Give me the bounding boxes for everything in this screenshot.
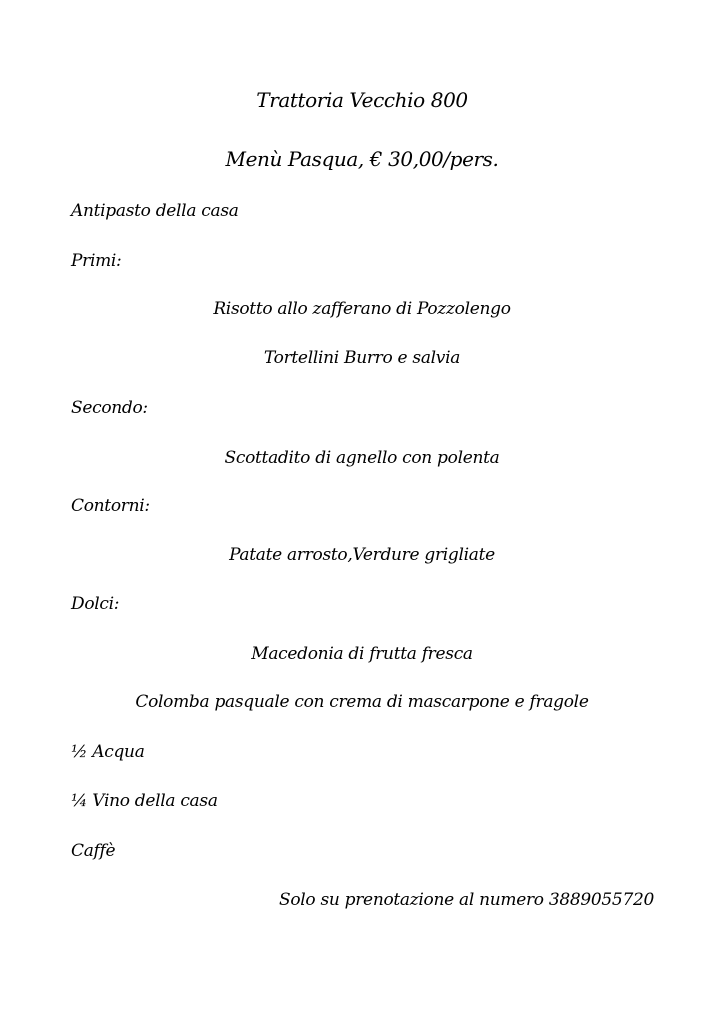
contorni-heading: Contorni: (71, 496, 150, 516)
menu-title: Menù Pasqua, € 30,00/pers. (225, 147, 499, 171)
primi-heading: Primi: (71, 251, 122, 271)
primi-item: Risotto allo zafferano di Pozzolengo (213, 299, 511, 319)
dolci-heading: Dolci: (71, 594, 120, 614)
caffe-item: Caffè (71, 841, 116, 861)
secondo-item: Scottadito di agnello con polenta (224, 448, 500, 468)
booking-note: Solo su prenotazione al numero 3889055720 (279, 890, 654, 910)
secondo-heading: Secondo: (71, 398, 148, 418)
antipasto-item: Antipasto della casa (71, 201, 239, 221)
contorni-item: Patate arrosto,Verdure grigliate (229, 545, 495, 565)
acqua-item: ½ Acqua (71, 742, 145, 762)
primi-item: Tortellini Burro e salvia (263, 348, 461, 368)
restaurant-name: Trattoria Vecchio 800 (256, 88, 468, 112)
vino-item: ¼ Vino della casa (71, 791, 218, 811)
dolci-item: Colomba pasquale con crema di mascarpone e fragole (135, 692, 589, 712)
dolci-item: Macedonia di frutta fresca (251, 644, 473, 664)
